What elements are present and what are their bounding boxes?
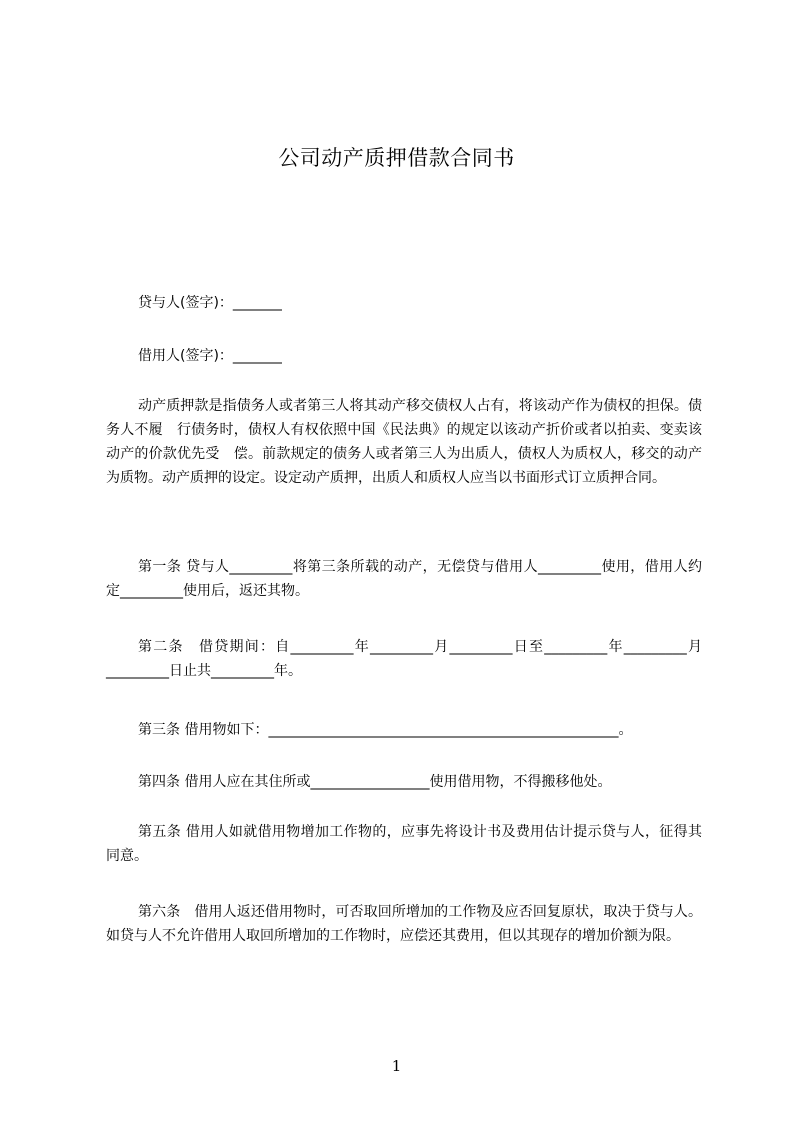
article-4: 第四条 借用人应在其住所或_________________使用借用物，不得搬移他处。 xyxy=(138,774,612,790)
article-2: 第二条 借贷期间：自_________年_________月_________日至_________年_________月_________日止共_________年。 xyxy=(106,639,702,679)
document-title: 公司动产质押借款合同书 xyxy=(278,146,515,170)
article-1: 第一条 贷与人_________将第三条所载的动产，无偿贷与借用人_________使用，借用人约定_________使用后，返还其物。 xyxy=(106,559,702,599)
intro-paragraph: 动产质押款是指债务人或者第三人将其动产移交债权人占有，将该动产作为债权的担保。债务人不履 行债务时，债权人有权依照中国《民法典》的规定以该动产折价或者以拍卖、变卖该动产的价款优先受 偿。前款规定的债务人或者第三人为出质人，债权人为质权人，移交的动产为质物。动产质押的设定。设定动产质押，出质人和质权人应当以书面形式订立质押合同。 xyxy=(106,398,702,486)
page-number: 1 xyxy=(391,1057,402,1075)
article-3: 第三条 借用物如下：__________________________________________________。 xyxy=(138,722,633,738)
article-5: 第五条 借用人如就借用物增加工作物的，应事先将设计书及费用估计提示贷与人，征得其同意。 xyxy=(106,824,702,864)
borrower-signature-line: 借用人(签字)：_______ xyxy=(138,348,282,364)
lender-signature-line: 贷与人(签字)：_______ xyxy=(138,295,282,311)
article-6: 第六条 借用人返还借用物时，可否取回所增加的工作物及应否回复原状，取决于贷与人。如贷与人不允许借用人取回所增加的工作物时，应偿还其费用，但以其现存的增加价额为限。 xyxy=(106,904,702,944)
